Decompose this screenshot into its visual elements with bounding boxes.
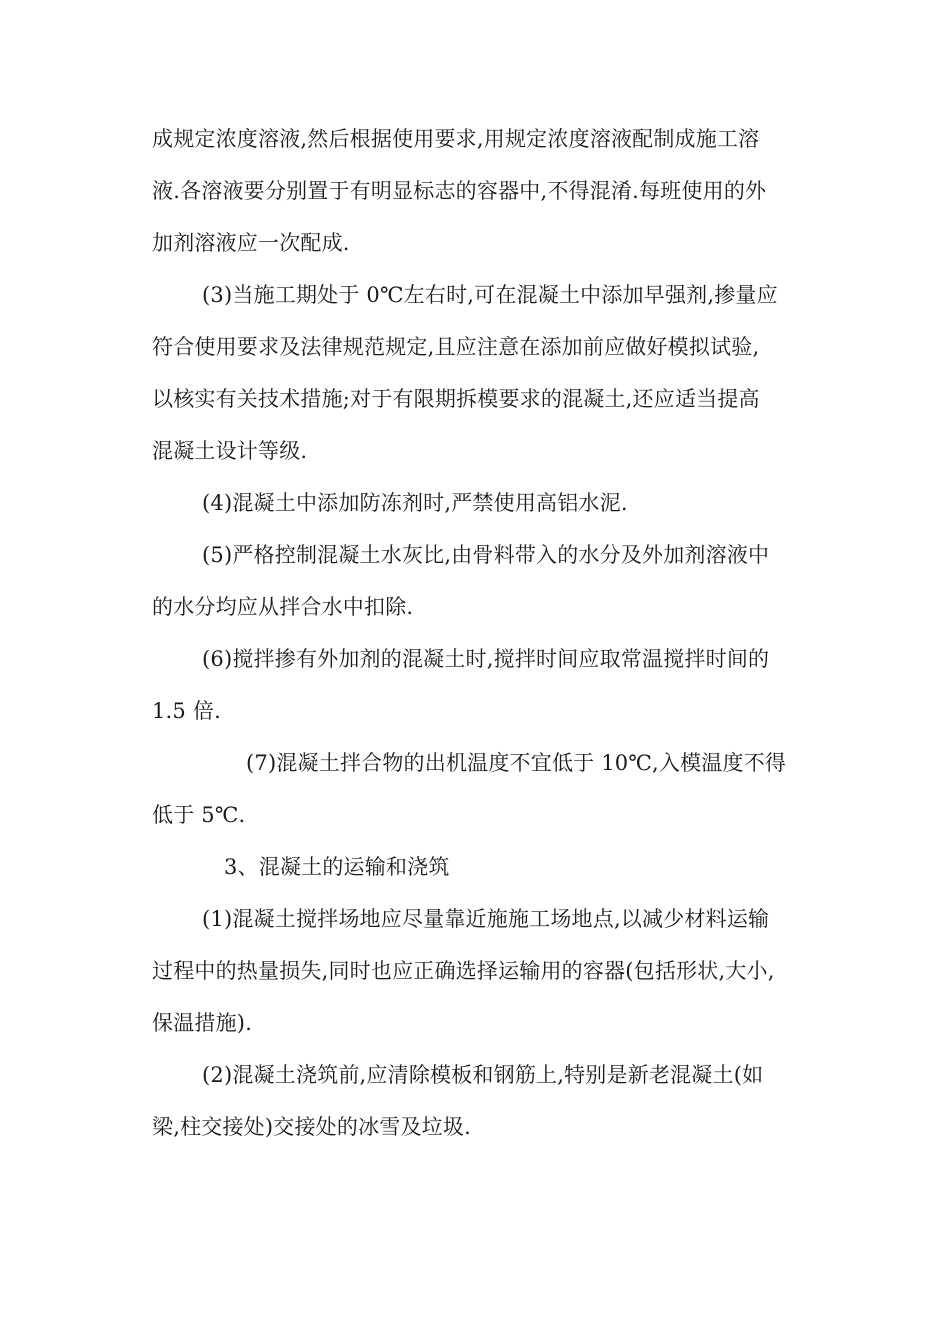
- text-line-2: 液.各溶液要分别置于有明显标志的容器中,不得混淆.每班使用的外: [152, 179, 767, 203]
- section-heading: 3、混凝土的运输和浇筑: [224, 855, 450, 879]
- item-3-line-1: (3)当施工期处于 0℃左右时,可在混凝土中添加早强剂,掺量应: [202, 283, 778, 307]
- item-5-line-1: (5)严格控制混凝土水灰比,由骨料带入的水分及外加剂溶液中: [202, 543, 770, 567]
- section-item-1-line-2: 过程中的热量损失,同时也应正确选择运输用的容器(包括形状,大小,: [152, 959, 775, 983]
- section-item-2-line-2: 梁,柱交接处)交接处的冰雪及垃圾.: [152, 1115, 471, 1139]
- section-item-1-line-1: (1)混凝土搅拌场地应尽量靠近施施工场地点,以减少材料运输: [202, 907, 770, 931]
- section-item-1-line-3: 保温措施).: [152, 1011, 253, 1035]
- item-6-line-1: (6)搅拌掺有外加剂的混凝土时,搅拌时间应取常温搅拌时间的: [202, 647, 770, 671]
- item-5-line-2: 的水分均应从拌合水中扣除.: [152, 595, 414, 619]
- item-7-line-1: (7)混凝土拌合物的出机温度不宜低于 10℃,入模温度不得: [246, 751, 787, 775]
- item-3-line-3: 以核实有关技术措施;对于有限期拆模要求的混凝土,还应适当提高: [152, 387, 760, 411]
- text-line-1: 成规定浓度溶液,然后根据使用要求,用规定浓度溶液配制成施工溶: [152, 127, 760, 151]
- section-item-2-line-1: (2)混凝土浇筑前,应清除模板和钢筋上,特别是新老混凝土(如: [202, 1063, 764, 1087]
- text-line-3: 加剂溶液应一次配成.: [152, 231, 350, 255]
- item-3-line-2: 符合使用要求及法律规范规定,且应注意在添加前应做好模拟试验,: [152, 335, 760, 359]
- item-7-line-2: 低于 5℃.: [152, 803, 246, 827]
- item-4-line-1: (4)混凝土中添加防冻剂时,严禁使用高铝水泥.: [202, 491, 628, 515]
- item-6-line-2: 1.5 倍.: [152, 699, 221, 723]
- item-3-line-4: 混凝土设计等级.: [152, 439, 308, 463]
